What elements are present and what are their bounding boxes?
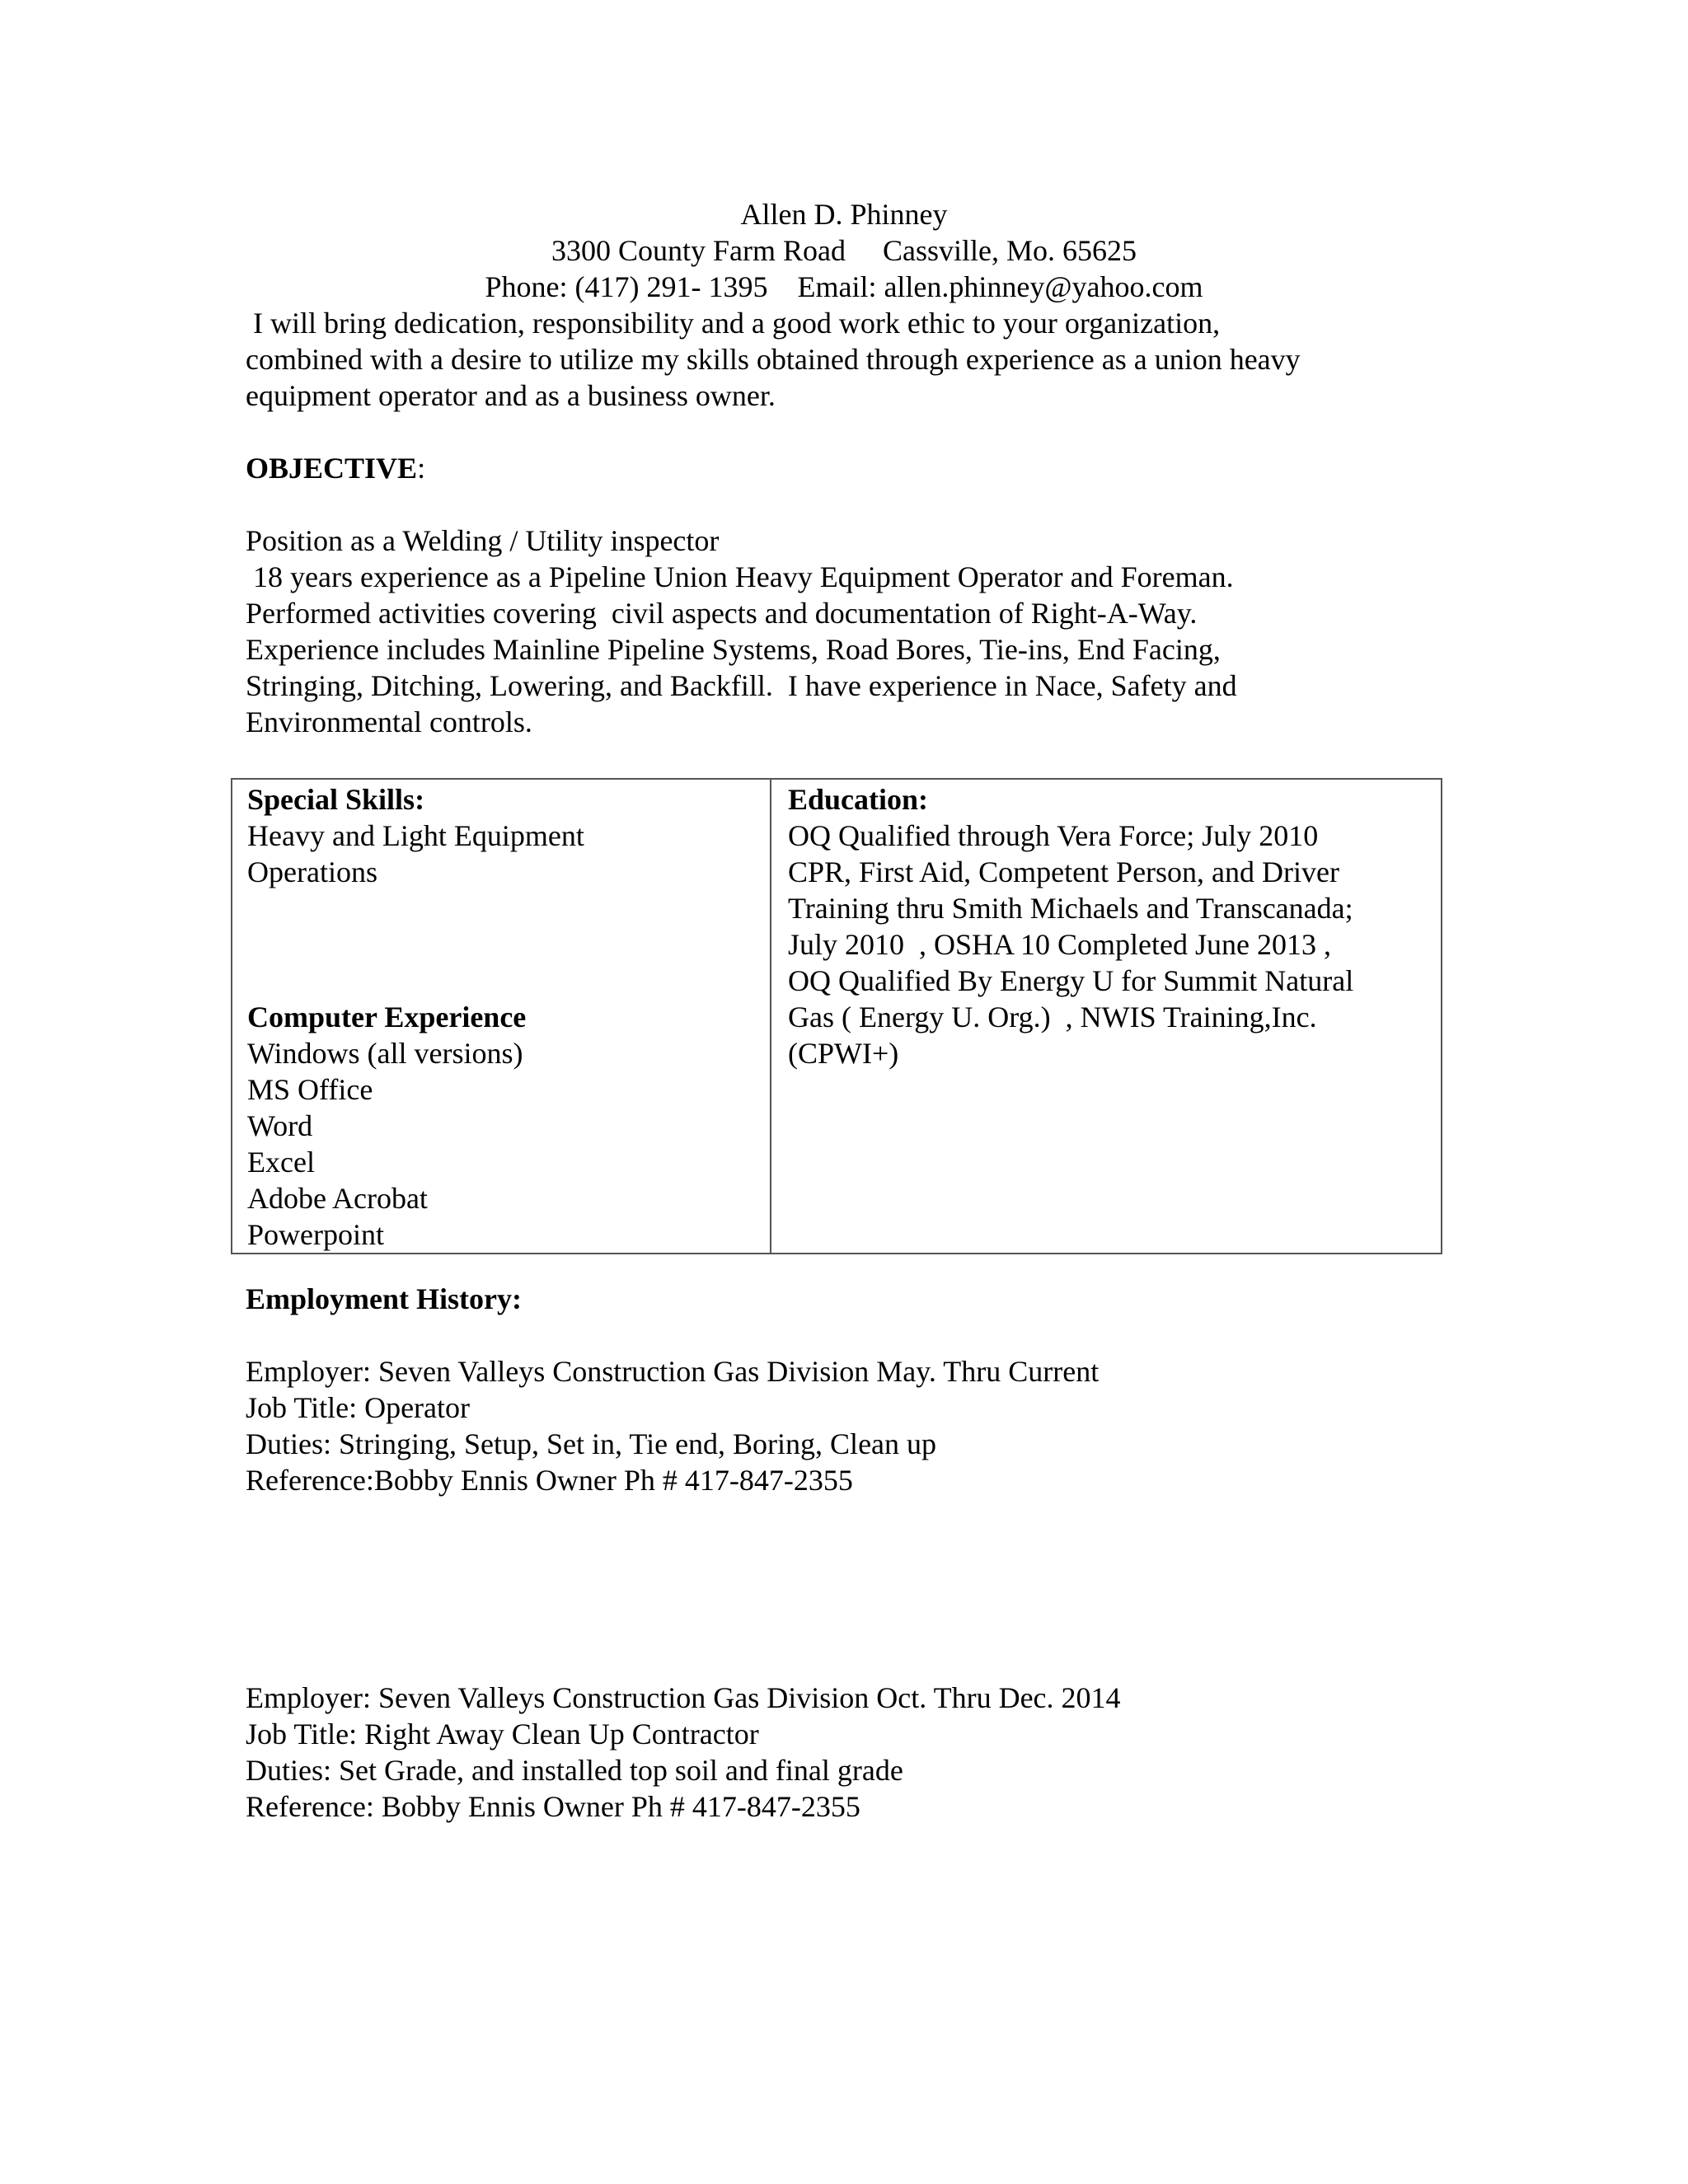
employment-history-heading: Employment History: [246,1282,522,1315]
objective-line: 18 years experience as a Pipeline Union Heavy Equipment Operator and Foreman. [246,560,1234,593]
job-reference: Reference:Bobby Ennis Owner Ph # 417-847-2355 [246,1464,853,1497]
objective-line: Performed activities covering civil aspects and documentation of Right-A-Way. [246,597,1198,630]
computer-experience-heading: Computer Experience [247,1001,527,1033]
objective-heading-line [246,450,1465,486]
special-skill-item: Heavy and Light Equipment [247,819,584,852]
contact-line: Phone: (417) 291- 1395 Email: allen.phinney@yahoo.com [485,270,1203,303]
computer-item: MS Office [247,1073,373,1106]
education-cell [788,781,1431,1071]
computer-item: Windows (all versions) [247,1037,523,1070]
job-employer: Employer: Seven Valleys Construction Gas Division May. Thru Current [246,1355,1100,1388]
objective-colon: : [417,452,426,485]
intro-line: combined with a desire to utilize my skills obtained through experience as a union heavy [246,343,1301,376]
objective-line: Experience includes Mainline Pipeline Systems, Road Bores, Tie-ins, End Facing, [246,633,1221,666]
employment-heading-block [246,1281,1465,1317]
job-entry [246,1353,1465,1498]
intro-line: I will bring dedication, responsibility and a good work ethic to your organization, [246,307,1221,340]
job-duties: Duties: Set Grade, and installed top soil and final grade [246,1754,903,1787]
computer-item: Powerpoint [247,1218,384,1251]
intro-line: equipment operator and as a business owner. [246,379,776,412]
job-duties: Duties: Stringing, Setup, Set in, Tie end, Boring, Clean up [246,1427,937,1460]
objective-heading: OBJECTIVE [246,452,418,485]
job-title: Job Title: Operator [246,1391,471,1424]
table-column-divider [770,780,771,1253]
job-title: Job Title: Right Away Clean Up Contractor [246,1718,759,1750]
computer-item: Word [247,1109,313,1142]
computer-item: Adobe Acrobat [247,1182,428,1215]
skills-cell [247,781,758,1253]
job-entry [246,1680,1465,1825]
objective-line: Position as a Welding / Utility inspector [246,524,720,557]
education-line: (CPWI+) [788,1037,899,1070]
education-line: July 2010 , OSHA 10 Completed June 2013 , [788,928,1332,961]
intro-paragraph [246,305,1465,414]
education-line: Gas ( Energy U. Org.) , NWIS Training,Inc. [788,1001,1317,1033]
objective-paragraph [246,523,1465,740]
education-heading: Education: [788,783,929,816]
objective-line: Environmental controls. [246,705,532,738]
special-skills-heading: Special Skills: [247,783,425,816]
education-line: Training thru Smith Michaels and Transcanada; [788,892,1353,925]
job-reference: Reference: Bobby Ennis Owner Ph # 417-847-2355 [246,1790,860,1823]
special-skill-item: Operations [247,855,377,888]
education-line: OQ Qualified By Energy U for Summit Natural [788,964,1354,997]
job-employer: Employer: Seven Valleys Construction Gas Division Oct. Thru Dec. 2014 [246,1681,1121,1714]
education-line: OQ Qualified through Vera Force; July 2010 [788,819,1319,852]
computer-item: Excel [247,1146,315,1179]
applicant-name: Allen D. Phinney [740,198,948,231]
education-line: CPR, First Aid, Competent Person, and Driver [788,855,1339,888]
address-line: 3300 County Farm Road Cassville, Mo. 65625 [551,234,1137,267]
objective-line: Stringing, Ditching, Lowering, and Backfill. I have experience in Nace, Safety and [246,669,1237,702]
skills-education-table [231,778,1442,1254]
